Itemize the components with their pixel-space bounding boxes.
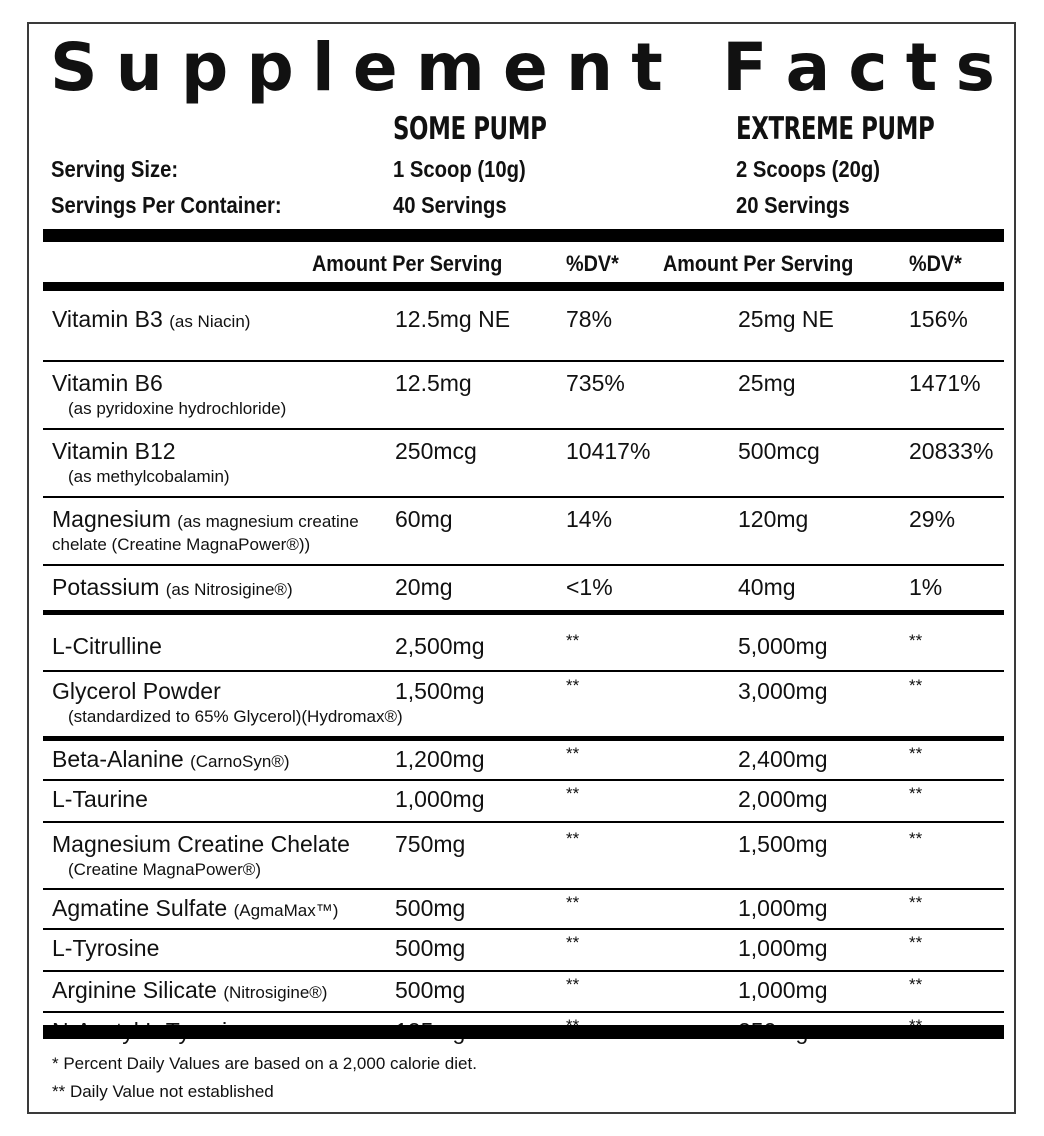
col-header-extreme-amount: Amount Per Serving xyxy=(663,251,854,276)
table-row xyxy=(43,741,1004,781)
some-dv: 735% xyxy=(566,370,625,396)
title-letter: c xyxy=(848,29,888,106)
some-dv: ** xyxy=(566,676,580,695)
some-amount: 1,500mg xyxy=(395,678,485,704)
nutrient-name-text: Beta-Alanine xyxy=(52,746,184,772)
extreme-dv: ** xyxy=(909,829,923,848)
extreme-dv: ** xyxy=(909,975,923,994)
nutrient-name xyxy=(52,831,350,880)
extreme-amount: 25mg xyxy=(738,370,796,396)
title-letter: e xyxy=(502,29,548,106)
some-dv: 78% xyxy=(566,306,613,332)
title-letter: t xyxy=(905,29,938,106)
nutrient-name-text: Arginine Silicate xyxy=(52,977,217,1003)
table-row xyxy=(43,566,1004,615)
nutrient-name-note: (Creatine MagnaPower®) xyxy=(68,860,261,879)
nutrient-name xyxy=(52,935,159,962)
some-servings-per-container: 40 Servings xyxy=(393,192,507,218)
title-letter: l xyxy=(312,29,335,106)
nutrient-name-note: (CarnoSyn®) xyxy=(190,752,290,771)
title-letter: u xyxy=(115,29,163,106)
some-dv: ** xyxy=(566,784,580,803)
extreme-servings-per-container: 20 Servings xyxy=(736,192,850,218)
some-dv: ** xyxy=(566,631,580,650)
extreme-dv: 20833% xyxy=(909,438,994,464)
nutrient-name xyxy=(52,895,338,922)
some-amount: 12.5mg NE xyxy=(395,306,511,332)
table-row xyxy=(43,430,1004,498)
thick-divider-bottom xyxy=(43,1025,1004,1039)
extreme-amount: 1,000mg xyxy=(738,935,828,961)
some-amount: 20mg xyxy=(395,574,453,600)
table-row xyxy=(43,972,1004,1013)
panel-title xyxy=(50,28,995,108)
some-amount: 500mg xyxy=(395,895,466,921)
nutrient-name-note: (standardized to 65% Glycerol)(Hydromax®) xyxy=(68,707,403,726)
extreme-amount: 25mg NE xyxy=(738,306,834,332)
footnote-dv: * Percent Daily Values are based on a 2,000 calorie diet. xyxy=(52,1054,477,1073)
extreme-amount: 2,000mg xyxy=(738,786,828,812)
extreme-amount: 3,000mg xyxy=(738,678,828,704)
title-gap xyxy=(681,28,704,108)
extreme-dv: 156% xyxy=(909,306,968,332)
table-row xyxy=(43,823,1004,890)
nutrient-name-note: (as Niacin) xyxy=(169,312,251,331)
nutrient-name xyxy=(52,574,293,601)
some-amount: 12.5mg xyxy=(395,370,472,396)
supplement-facts-panel xyxy=(27,22,1016,1114)
nutrient-name-text: Glycerol Powder xyxy=(52,678,221,704)
nutrient-name-text: L-Tyrosine xyxy=(52,935,160,961)
table-row xyxy=(43,498,1004,566)
nutrient-name xyxy=(52,506,359,555)
nutrient-name-text: Magnesium xyxy=(52,506,171,532)
nutrient-name-note: (AgmaMax™) xyxy=(233,901,339,920)
divider-under-headers xyxy=(43,282,1004,291)
table-row xyxy=(43,615,1004,672)
extreme-serving-size: 2 Scoops (20g) xyxy=(736,156,880,182)
product-name-extreme-pump: EXTREME PUMP xyxy=(736,111,935,147)
nutrient-name-note: (as magnesium creatine xyxy=(177,512,359,531)
table-row xyxy=(43,781,1004,823)
nutrient-name-note: (as Nitrosigine®) xyxy=(165,580,293,599)
nutrient-name-text: L-Citrulline xyxy=(52,633,162,659)
some-dv: ** xyxy=(566,829,580,848)
nutrient-name-note: (as methylcobalamin) xyxy=(68,467,230,486)
some-amount: 1,000mg xyxy=(395,786,485,812)
extreme-dv: ** xyxy=(909,744,923,763)
title-letter: e xyxy=(352,29,398,106)
col-header-some-dv: %DV* xyxy=(566,251,619,276)
title-letter: m xyxy=(415,29,485,106)
title-letter: S xyxy=(50,29,98,106)
nutrient-name xyxy=(52,370,286,419)
extreme-dv: ** xyxy=(909,933,923,952)
some-dv: ** xyxy=(566,893,580,912)
nutrient-name xyxy=(52,977,327,1004)
nutrient-name xyxy=(52,746,290,773)
extreme-amount: 1,000mg xyxy=(738,977,828,1003)
nutrient-name-text: Vitamin B3 xyxy=(52,306,163,332)
some-dv: 14% xyxy=(566,506,613,532)
extreme-amount: 5,000mg xyxy=(738,633,828,659)
extreme-dv: ** xyxy=(909,784,923,803)
some-dv: ** xyxy=(566,933,580,952)
title-letter: n xyxy=(565,29,613,106)
table-row xyxy=(43,292,1004,362)
col-header-some-amount: Amount Per Serving xyxy=(312,251,503,276)
title-letter: p xyxy=(181,29,229,106)
extreme-dv: ** xyxy=(909,676,923,695)
nutrient-name-text: Vitamin B12 xyxy=(52,438,176,464)
title-letter: t xyxy=(631,29,663,106)
nutrient-name-note: (Nitrosigine®) xyxy=(223,983,328,1002)
thick-divider-top xyxy=(43,229,1004,242)
nutrient-name xyxy=(52,306,250,333)
nutrient-name xyxy=(52,633,162,660)
extreme-amount: 2,400mg xyxy=(738,746,828,772)
some-amount: 250mcg xyxy=(395,438,477,464)
some-dv: <1% xyxy=(566,574,613,600)
title-letter: a xyxy=(785,29,831,106)
extreme-amount: 40mg xyxy=(738,574,796,600)
table-row xyxy=(43,930,1004,972)
extreme-amount: 1,000mg xyxy=(738,895,828,921)
some-amount: 500mg xyxy=(395,977,466,1003)
table-row xyxy=(43,362,1004,430)
nutrient-name xyxy=(52,678,403,727)
some-amount: 60mg xyxy=(395,506,453,532)
nutrient-name-text: Magnesium Creatine Chelate xyxy=(52,831,350,857)
some-amount: 1,200mg xyxy=(395,746,485,772)
table-row xyxy=(43,890,1004,930)
some-amount: 750mg xyxy=(395,831,466,857)
extreme-dv: 1% xyxy=(909,574,943,600)
extreme-amount: 500mcg xyxy=(738,438,820,464)
table-row xyxy=(43,672,1004,741)
extreme-amount: 120mg xyxy=(738,506,809,532)
some-serving-size: 1 Scoop (10g) xyxy=(393,156,526,182)
title-letter: F xyxy=(722,29,768,106)
nutrient-name-note-cont: chelate (Creatine MagnaPower®)) xyxy=(52,535,311,554)
nutrient-name xyxy=(52,786,148,813)
servings-per-container-label: Servings Per Container: xyxy=(51,192,282,218)
some-amount: 2,500mg xyxy=(395,633,485,659)
footnote-not-established: ** Daily Value not established xyxy=(52,1082,274,1101)
nutrient-name-text: Potassium xyxy=(52,574,160,600)
extreme-dv: ** xyxy=(909,893,923,912)
extreme-dv: 29% xyxy=(909,506,956,532)
product-name-some-pump: SOME PUMP xyxy=(393,111,547,147)
extreme-dv: 1471% xyxy=(909,370,981,396)
some-dv: ** xyxy=(566,744,580,763)
nutrient-name-text: L-Taurine xyxy=(52,786,148,812)
col-header-extreme-dv: %DV* xyxy=(909,251,962,276)
extreme-amount: 1,500mg xyxy=(738,831,828,857)
serving-size-label: Serving Size: xyxy=(51,156,179,182)
some-amount: 500mg xyxy=(395,935,466,961)
some-dv: 10417% xyxy=(566,438,651,464)
nutrient-name-text: Agmatine Sulfate xyxy=(52,895,228,921)
nutrient-name-text: Vitamin B6 xyxy=(52,370,163,396)
title-letter: s xyxy=(955,29,995,106)
extreme-dv: ** xyxy=(909,631,923,650)
some-dv: ** xyxy=(566,975,580,994)
nutrient-name-note: (as pyridoxine hydrochloride) xyxy=(68,399,287,418)
title-letter: p xyxy=(246,29,294,106)
nutrient-name xyxy=(52,438,230,487)
